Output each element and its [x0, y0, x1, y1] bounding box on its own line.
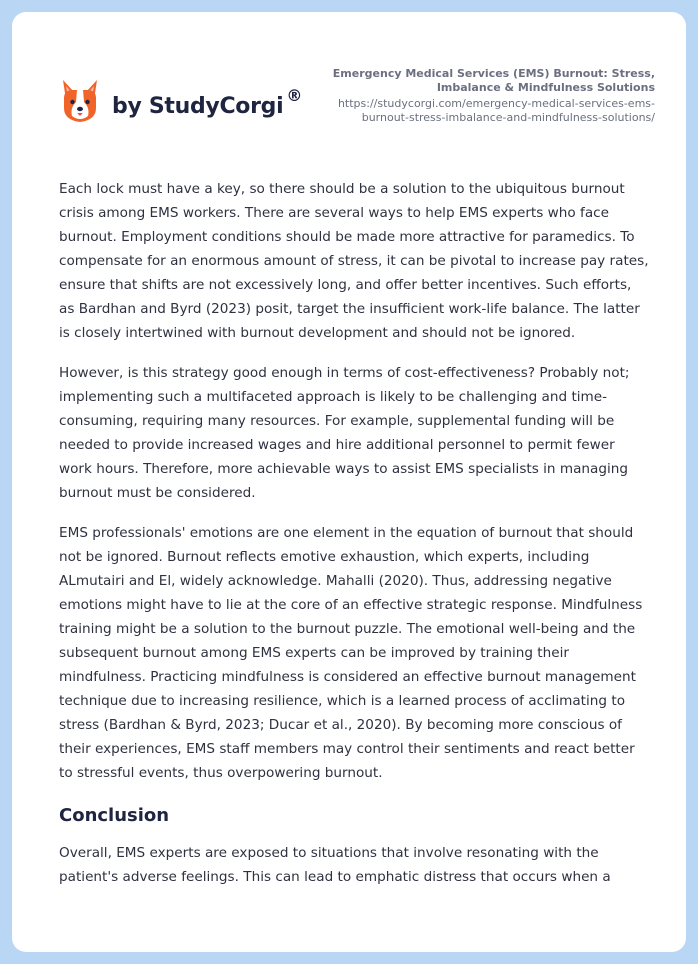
body-paragraph: However, is this strategy good enough in terms of cost-effectiveness? Probably not; implementing such a multifaceted approach is likely to be challenging and time-consuming, requiring many resources. For example, supplemental funding will be needed to provide increased wages and hire additional personnel to permit fewer work hours. Therefore, more achievable ways to assist EMS specialists in managing burnout must be considered.: [59, 365, 630, 501]
document-body: [59, 177, 651, 905]
brand-name: [112, 85, 303, 119]
body-paragraph: Each lock must have a key, so there should be a solution to the ubiquitous burnout crisis among EMS workers. There are several ways to help EMS experts who face burnout. Employment conditions should be made more attractive for paramedics. To compensate for an enormous amount of stress, it can be pivotal to increase pay rates, ensure that shifts are not excessively long, and offer better incentives. Such efforts, as Bardhan and Byrd (2023) posit, target the insufficient work-life balance. The latter is closely intertwined with burnout development and should not be ignored.: [59, 181, 649, 341]
document-page: [12, 12, 686, 952]
corgi-logo-icon: [60, 78, 100, 124]
document-meta: [325, 67, 655, 125]
brand-name-text: by StudyCorgi: [112, 93, 284, 119]
conclusion-paragraph: Overall, EMS experts are exposed to situations that involve resonating with the patient's adverse feelings. This can lead to emphatic distress that occurs when a: [59, 845, 611, 885]
registered-mark: ®: [286, 85, 303, 105]
page-header: [12, 12, 686, 152]
body-paragraph: EMS professionals' emotions are one element in the equation of burnout that should not be ignored. Burnout reflects emotive exhaustion, which experts, including ALmutairi and El, widely acknowledge. Mahalli (2020). Thus, addressing negative emotions might have to lie at the core of an effective strategic response. Mindfulness training might be a solution to the burnout puzzle. The emotional well-being and the subsequent burnout among EMS experts can be improved by training their mindfulness. Practicing mindfulness is considered an effective burnout management technique due to increasing resilience, which is a learned process of acclimating to stress (Bardhan & Byrd, 2023; Ducar et al., 2020). By becoming more conscious of their experiences, EMS staff members may control their sentiments and react better to stressful events, thus overpowering burnout.: [59, 525, 643, 781]
studycorgi-logo[interactable]: [60, 76, 302, 126]
conclusion-heading: Conclusion: [59, 805, 170, 826]
document-url[interactable]: https://studycorgi.com/emergency-medical-services-ems-burnout-stress-imbalance-and-mindfulness-solutions/: [337, 97, 655, 124]
document-title: Emergency Medical Services (EMS) Burnout: Stress, Imbalance & Mindfulness Solutions: [332, 67, 655, 94]
